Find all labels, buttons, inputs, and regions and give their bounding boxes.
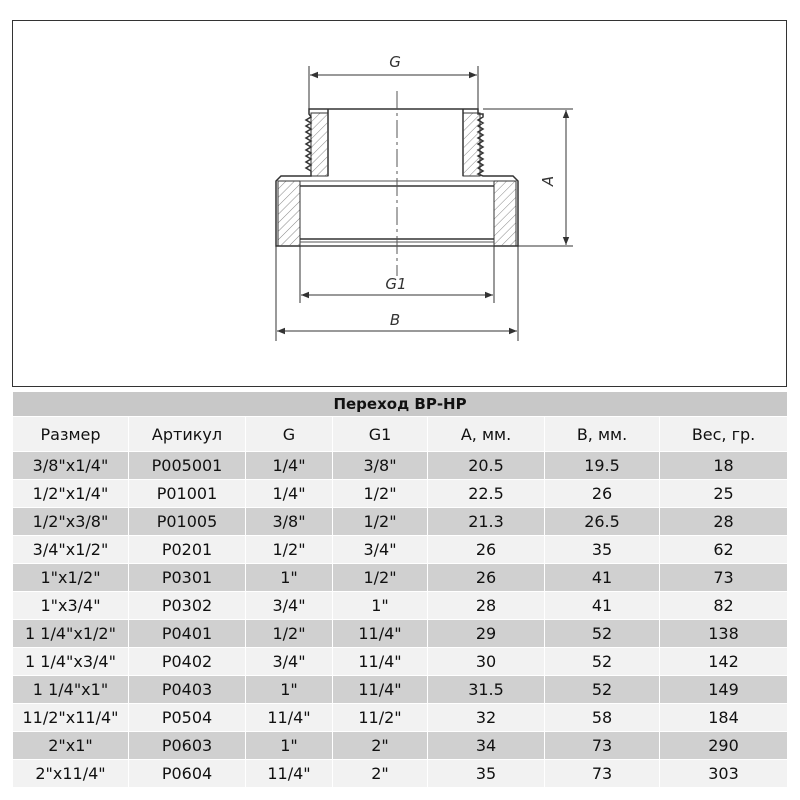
table-cell-weight: 138 bbox=[660, 620, 788, 648]
table-cell-g1: 11/4" bbox=[333, 676, 428, 704]
table-cell-g1: 1/2" bbox=[333, 564, 428, 592]
table-cell-size: 1 1/4"x3/4" bbox=[13, 648, 129, 676]
table-cell-b: 73 bbox=[545, 732, 660, 760]
table-cell-weight: 62 bbox=[660, 536, 788, 564]
table-cell-weight: 73 bbox=[660, 564, 788, 592]
table-cell-b: 52 bbox=[545, 676, 660, 704]
table-cell-article: Р0403 bbox=[129, 676, 246, 704]
table-cell-g1: 11/4" bbox=[333, 620, 428, 648]
table-row bbox=[13, 480, 788, 508]
table-cell-size: 11/2"x11/4" bbox=[13, 704, 129, 732]
table-cell-a: 26 bbox=[428, 564, 545, 592]
table-cell-a: 20.5 bbox=[428, 452, 545, 480]
table-row bbox=[13, 592, 788, 620]
table-cell-article: Р0504 bbox=[129, 704, 246, 732]
table-cell-g1: 11/4" bbox=[333, 648, 428, 676]
technical-drawing bbox=[12, 20, 787, 387]
table-row bbox=[13, 704, 788, 732]
table-cell-article: Р0402 bbox=[129, 648, 246, 676]
table-cell-weight: 142 bbox=[660, 648, 788, 676]
table-row bbox=[13, 536, 788, 564]
table-cell-size: 2"x1" bbox=[13, 732, 129, 760]
table-cell-article: Р0201 bbox=[129, 536, 246, 564]
table-cell-g: 1" bbox=[246, 564, 333, 592]
table-cell-g: 1" bbox=[246, 676, 333, 704]
table-cell-a: 29 bbox=[428, 620, 545, 648]
table-cell-size: 1/2"x3/8" bbox=[13, 508, 129, 536]
table-cell-weight: 303 bbox=[660, 760, 788, 788]
table-title: Переход ВР-НР bbox=[13, 392, 788, 417]
table-cell-article: Р0302 bbox=[129, 592, 246, 620]
table-cell-a: 32 bbox=[428, 704, 545, 732]
table-cell-g: 11/4" bbox=[246, 704, 333, 732]
table-cell-weight: 290 bbox=[660, 732, 788, 760]
table-cell-g1: 3/4" bbox=[333, 536, 428, 564]
table-cell-size: 1 1/4"x1" bbox=[13, 676, 129, 704]
table-cell-weight: 18 bbox=[660, 452, 788, 480]
dim-label-b: B bbox=[389, 311, 401, 329]
table-cell-size: 1 1/4"x1/2" bbox=[13, 620, 129, 648]
table-cell-a: 21.3 bbox=[428, 508, 545, 536]
table-cell-size: 3/8"x1/4" bbox=[13, 452, 129, 480]
table-cell-g1: 11/2" bbox=[333, 704, 428, 732]
table-cell-g: 1" bbox=[246, 732, 333, 760]
table-cell-a: 28 bbox=[428, 592, 545, 620]
table-cell-article: Р01005 bbox=[129, 508, 246, 536]
extension-lines bbox=[276, 66, 573, 341]
table-cell-b: 52 bbox=[545, 648, 660, 676]
table-cell-b: 73 bbox=[545, 760, 660, 788]
table-cell-size: 1"x1/2" bbox=[13, 564, 129, 592]
adapter-drawing bbox=[13, 21, 788, 388]
table-cell-g: 1/2" bbox=[246, 536, 333, 564]
column-header-g1: G1 bbox=[333, 417, 428, 452]
table-cell-a: 26 bbox=[428, 536, 545, 564]
table-cell-weight: 184 bbox=[660, 704, 788, 732]
table-row bbox=[13, 648, 788, 676]
column-header-article: Артикул bbox=[129, 417, 246, 452]
table-cell-b: 19.5 bbox=[545, 452, 660, 480]
table-cell-b: 41 bbox=[545, 592, 660, 620]
table-cell-g: 11/4" bbox=[246, 760, 333, 788]
table-cell-g1: 3/8" bbox=[333, 452, 428, 480]
column-header-size: Размер bbox=[13, 417, 129, 452]
table-row bbox=[13, 508, 788, 536]
table-cell-article: Р0603 bbox=[129, 732, 246, 760]
table-row bbox=[13, 732, 788, 760]
column-header-weight: Вес, гр. bbox=[660, 417, 788, 452]
column-header-g: G bbox=[246, 417, 333, 452]
table-cell-article: Р0604 bbox=[129, 760, 246, 788]
table-row bbox=[13, 452, 788, 480]
table-cell-g: 3/4" bbox=[246, 592, 333, 620]
table-cell-b: 35 bbox=[545, 536, 660, 564]
dim-label-g: G bbox=[389, 53, 401, 71]
table-cell-weight: 28 bbox=[660, 508, 788, 536]
table-cell-weight: 82 bbox=[660, 592, 788, 620]
table-cell-size: 2"x11/4" bbox=[13, 760, 129, 788]
table-cell-article: Р005001 bbox=[129, 452, 246, 480]
table-cell-b: 52 bbox=[545, 620, 660, 648]
table-row bbox=[13, 620, 788, 648]
table-cell-g1: 1" bbox=[333, 592, 428, 620]
table-cell-g1: 1/2" bbox=[333, 480, 428, 508]
table-cell-a: 22.5 bbox=[428, 480, 545, 508]
table-cell-weight: 149 bbox=[660, 676, 788, 704]
table-cell-g: 1/2" bbox=[246, 620, 333, 648]
table-cell-a: 34 bbox=[428, 732, 545, 760]
table-row bbox=[13, 676, 788, 704]
table-cell-article: Р0401 bbox=[129, 620, 246, 648]
table-cell-a: 30 bbox=[428, 648, 545, 676]
table-cell-b: 26.5 bbox=[545, 508, 660, 536]
table-header-row bbox=[13, 417, 788, 452]
table-body bbox=[13, 452, 788, 788]
table-cell-g: 1/4" bbox=[246, 452, 333, 480]
table-cell-size: 1/2"x1/4" bbox=[13, 480, 129, 508]
column-header-b: B, мм. bbox=[545, 417, 660, 452]
table-cell-g: 3/4" bbox=[246, 648, 333, 676]
table-cell-g1: 2" bbox=[333, 732, 428, 760]
column-header-a: A, мм. bbox=[428, 417, 545, 452]
table-cell-g: 1/4" bbox=[246, 480, 333, 508]
spec-table bbox=[12, 391, 788, 788]
table-cell-a: 31.5 bbox=[428, 676, 545, 704]
table-cell-article: Р0301 bbox=[129, 564, 246, 592]
table-row bbox=[13, 760, 788, 788]
dim-label-a: A bbox=[539, 175, 557, 187]
table-cell-b: 58 bbox=[545, 704, 660, 732]
table-cell-b: 41 bbox=[545, 564, 660, 592]
table-cell-a: 35 bbox=[428, 760, 545, 788]
table-cell-size: 1"x3/4" bbox=[13, 592, 129, 620]
table-cell-g1: 2" bbox=[333, 760, 428, 788]
table-cell-g1: 1/2" bbox=[333, 508, 428, 536]
table-cell-article: Р01001 bbox=[129, 480, 246, 508]
table-cell-g: 3/8" bbox=[246, 508, 333, 536]
table-cell-weight: 25 bbox=[660, 480, 788, 508]
table-cell-size: 3/4"x1/2" bbox=[13, 536, 129, 564]
dim-label-g1: G1 bbox=[385, 275, 407, 293]
table-row bbox=[13, 564, 788, 592]
table-cell-b: 26 bbox=[545, 480, 660, 508]
